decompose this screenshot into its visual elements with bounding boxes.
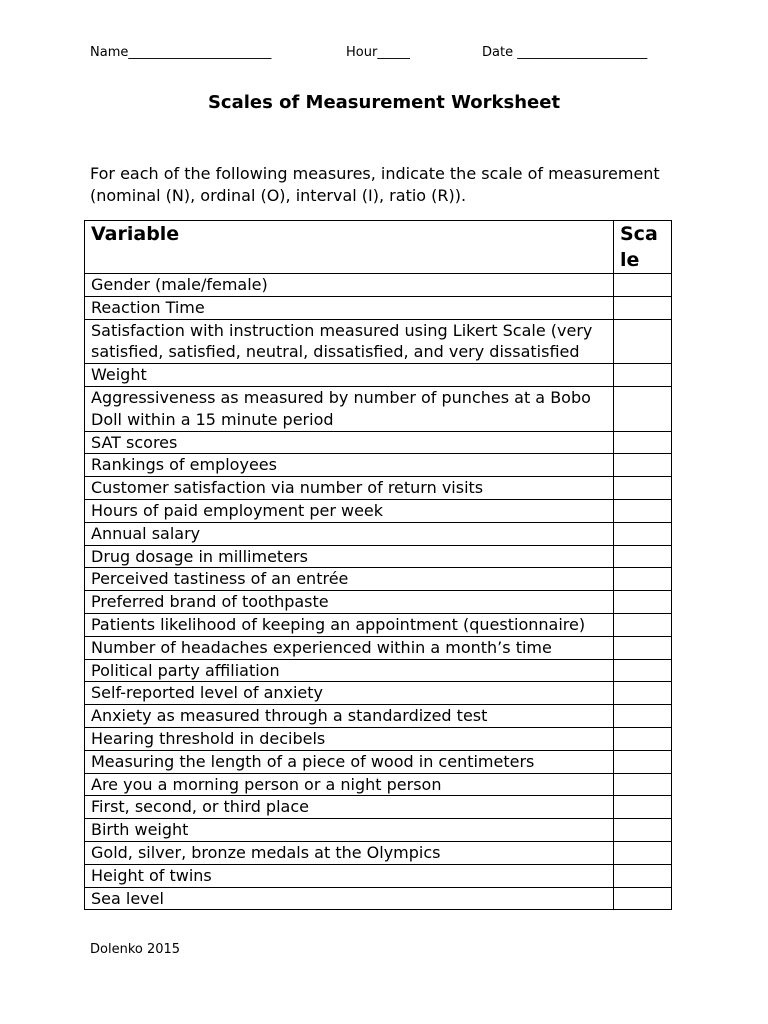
table-row bbox=[85, 591, 672, 614]
variable-cell: Weight bbox=[85, 364, 614, 387]
variable-cell: Birth weight bbox=[85, 819, 614, 842]
scale-answer-cell[interactable] bbox=[614, 659, 672, 682]
header-fields bbox=[0, 45, 768, 65]
table-row bbox=[85, 705, 672, 728]
table-row bbox=[85, 841, 672, 864]
variable-cell: Perceived tastiness of an entrée bbox=[85, 568, 614, 591]
table-row bbox=[85, 386, 672, 431]
scale-column-header: Sca le bbox=[614, 221, 672, 274]
scale-answer-cell[interactable] bbox=[614, 545, 672, 568]
table-row bbox=[85, 431, 672, 454]
table-row bbox=[85, 613, 672, 636]
table-row bbox=[85, 454, 672, 477]
table-row bbox=[85, 659, 672, 682]
variable-cell: Height of twins bbox=[85, 864, 614, 887]
variable-cell: Anxiety as measured through a standardized test bbox=[85, 705, 614, 728]
variable-cell: Hours of paid employment per week bbox=[85, 499, 614, 522]
table-row bbox=[85, 682, 672, 705]
scale-answer-cell[interactable] bbox=[614, 682, 672, 705]
scale-answer-cell[interactable] bbox=[614, 386, 672, 431]
scale-answer-cell[interactable] bbox=[614, 499, 672, 522]
scale-answer-cell[interactable] bbox=[614, 296, 672, 319]
variable-cell: Satisfaction with instruction measured using Likert Scale (very satisfied, satisfied, neutral, dissatisfied, and very dissatisfied bbox=[85, 319, 614, 364]
table-row bbox=[85, 864, 672, 887]
scale-answer-cell[interactable] bbox=[614, 750, 672, 773]
scale-answer-cell[interactable] bbox=[614, 705, 672, 728]
variable-cell: Self-reported level of anxiety bbox=[85, 682, 614, 705]
scale-answer-cell[interactable] bbox=[614, 364, 672, 387]
table-row bbox=[85, 274, 672, 297]
scale-answer-cell[interactable] bbox=[614, 841, 672, 864]
variable-cell: Measuring the length of a piece of wood in centimeters bbox=[85, 750, 614, 773]
scale-answer-cell[interactable] bbox=[614, 274, 672, 297]
scale-answer-cell[interactable] bbox=[614, 864, 672, 887]
table-row bbox=[85, 319, 672, 364]
table-row bbox=[85, 522, 672, 545]
variable-cell: Are you a morning person or a night person bbox=[85, 773, 614, 796]
scale-answer-cell[interactable] bbox=[614, 591, 672, 614]
variable-column-header: Variable bbox=[85, 221, 614, 274]
scale-answer-cell[interactable] bbox=[614, 613, 672, 636]
variable-cell: Patients likelihood of keeping an appointment (questionnaire) bbox=[85, 613, 614, 636]
table-row bbox=[85, 636, 672, 659]
variable-cell: Hearing threshold in decibels bbox=[85, 727, 614, 750]
scale-answer-cell[interactable] bbox=[614, 773, 672, 796]
scale-answer-cell[interactable] bbox=[614, 431, 672, 454]
table-body bbox=[85, 274, 672, 910]
scale-answer-cell[interactable] bbox=[614, 454, 672, 477]
date-field[interactable]: Date ____________________ bbox=[482, 45, 648, 60]
variable-cell: Drug dosage in millimeters bbox=[85, 545, 614, 568]
scale-answer-cell[interactable] bbox=[614, 727, 672, 750]
variable-cell: Customer satisfaction via number of return visits bbox=[85, 477, 614, 500]
name-field[interactable]: Name______________________ bbox=[90, 45, 272, 60]
table-row bbox=[85, 296, 672, 319]
variable-cell: Rankings of employees bbox=[85, 454, 614, 477]
variable-cell: Number of headaches experienced within a month’s time bbox=[85, 636, 614, 659]
variable-cell: Reaction Time bbox=[85, 296, 614, 319]
scale-answer-cell[interactable] bbox=[614, 522, 672, 545]
table-row bbox=[85, 364, 672, 387]
variable-cell: Annual salary bbox=[85, 522, 614, 545]
table-row bbox=[85, 750, 672, 773]
table-row bbox=[85, 568, 672, 591]
instructions-text: For each of the following measures, indicate the scale of measurement (nominal (N), ordinal (O), interval (I), ratio (R)). bbox=[90, 164, 660, 205]
table-row bbox=[85, 545, 672, 568]
table-row bbox=[85, 499, 672, 522]
table-row bbox=[85, 887, 672, 910]
scale-answer-cell[interactable] bbox=[614, 477, 672, 500]
scale-answer-cell[interactable] bbox=[614, 796, 672, 819]
scale-answer-cell[interactable] bbox=[614, 568, 672, 591]
table-header-row bbox=[85, 221, 672, 274]
table-row bbox=[85, 796, 672, 819]
page-title: Scales of Measurement Worksheet bbox=[207, 92, 561, 113]
scale-answer-cell[interactable] bbox=[614, 819, 672, 842]
variable-cell: Sea level bbox=[85, 887, 614, 910]
variable-cell: Preferred brand of toothpaste bbox=[85, 591, 614, 614]
measurement-table bbox=[84, 220, 672, 910]
table-row bbox=[85, 773, 672, 796]
scale-answer-cell[interactable] bbox=[614, 636, 672, 659]
variable-cell: First, second, or third place bbox=[85, 796, 614, 819]
variable-cell: Gold, silver, bronze medals at the Olympics bbox=[85, 841, 614, 864]
table-row bbox=[85, 477, 672, 500]
variable-cell: Gender (male/female) bbox=[85, 274, 614, 297]
table-row bbox=[85, 819, 672, 842]
footer-credit: Dolenko 2015 bbox=[90, 942, 181, 957]
variable-cell: SAT scores bbox=[85, 431, 614, 454]
table-row bbox=[85, 727, 672, 750]
hour-field[interactable]: Hour_____ bbox=[346, 45, 410, 60]
variable-cell: Aggressiveness as measured by number of punches at a Bobo Doll within a 15 minute period bbox=[85, 386, 614, 431]
scale-answer-cell[interactable] bbox=[614, 887, 672, 910]
variable-cell: Political party affiliation bbox=[85, 659, 614, 682]
scale-answer-cell[interactable] bbox=[614, 319, 672, 364]
